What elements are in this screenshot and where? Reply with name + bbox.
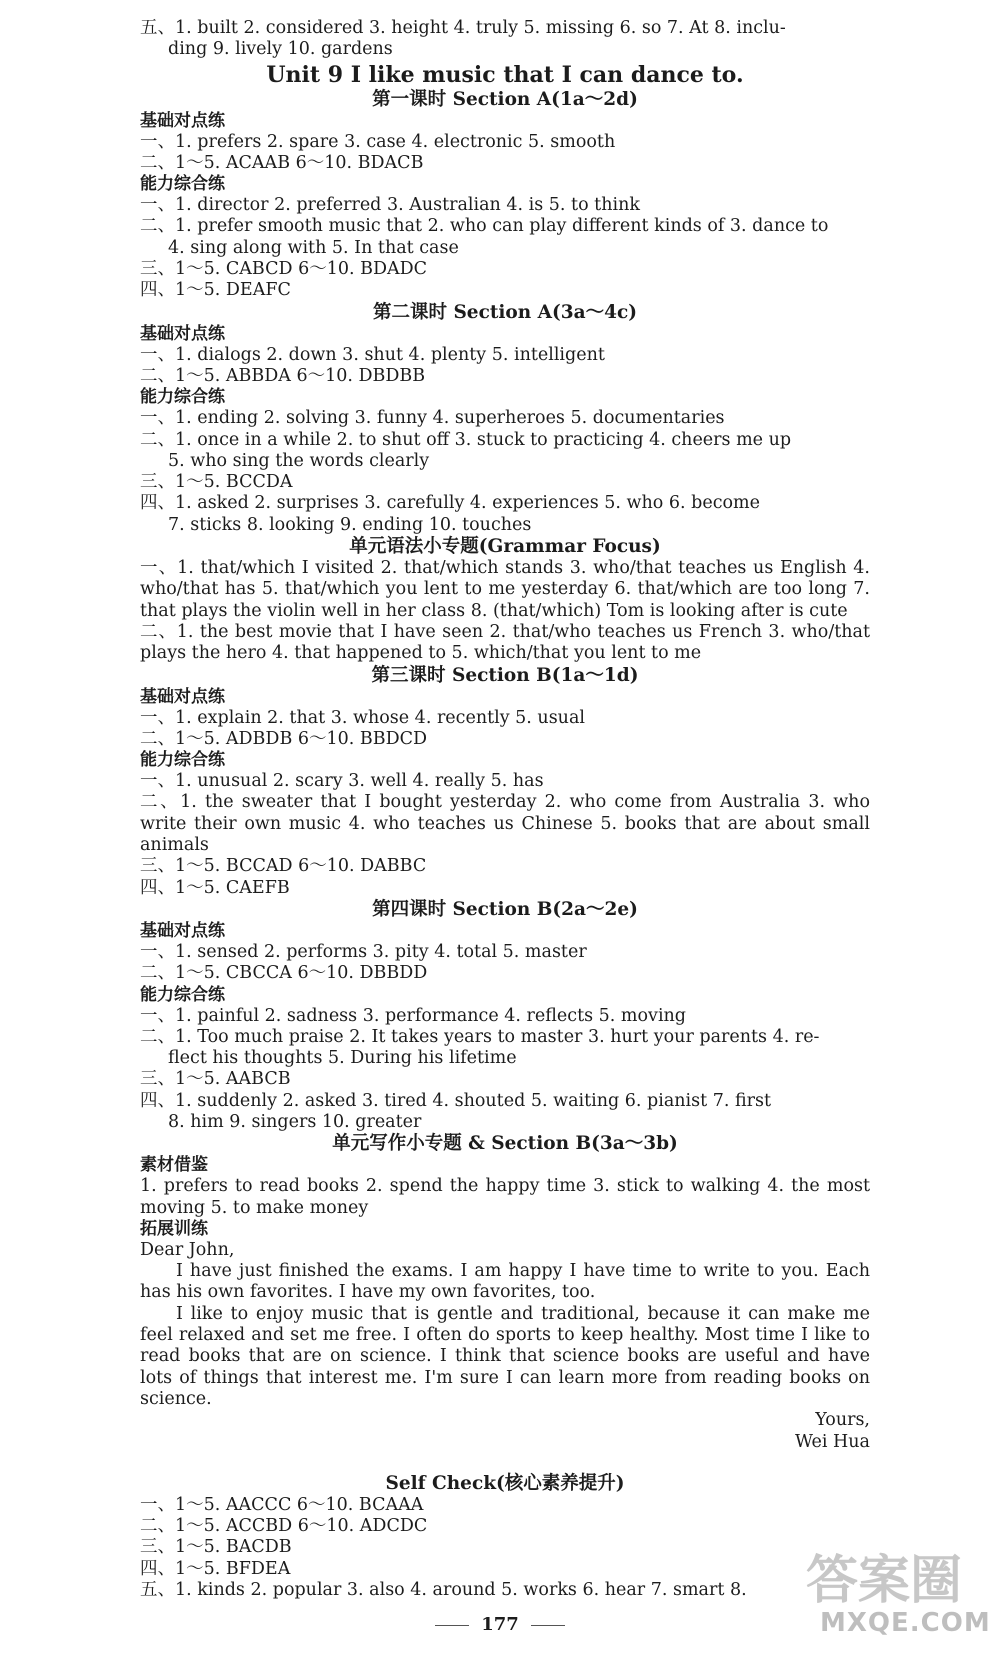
- answer-line: 四、1. suddenly 2. asked 3. tired 4. shouted 5. waiting 6. pianist 7. first: [140, 1090, 772, 1111]
- section-heading: 第四课时 Section B(2a～2e): [372, 898, 638, 920]
- answer-line: 一、1. painful 2. sadness 3. performance 4. reflects 5. moving: [140, 1005, 687, 1026]
- answer-line: 二、1～5. ACCBD 6～10. ADCDC: [140, 1516, 428, 1537]
- exercise-label: 拓展训练: [140, 1218, 208, 1239]
- answer-line: 二、1. prefer smooth music that 2. who can play different kinds of 3. dance to: [140, 216, 829, 237]
- section-heading: 第三课时 Section B(1a～1d): [371, 664, 639, 686]
- answer-line: 四、1. asked 2. surprises 3. carefully 4. experiences 5. who 6. become: [140, 493, 760, 514]
- exercise-label: 基础对点练: [140, 686, 225, 707]
- exercise-label: 能力综合练: [140, 174, 225, 195]
- answer-line: 二、1. the best movie that I have seen 2. that/who teaches us French 3. who/that plays the hero 4. that happened to 5. which/that you lent to me: [140, 621, 870, 664]
- answer-line: 二、1. Too much praise 2. It takes years to master 3. hurt your parents 4. re-: [140, 1026, 820, 1047]
- answer-content: [140, 18, 870, 1601]
- page-number-dash-left: [435, 1625, 469, 1626]
- answer-line: 四、1～5. CAEFB: [140, 877, 290, 898]
- answer-line: 8. him 9. singers 10. greater: [168, 1111, 422, 1132]
- answer-line: 三、1～5. CABCD 6～10. BDADC: [140, 259, 428, 280]
- letter-paragraph: I like to enjoy music that is gentle and traditional, because it can make me feel relaxed and set me free. I often do sports to keep healthy. Most time I like to read books that are on science. I think that science books are useful and have lots of things that interest me. I'm sure I can learn more from reading books on science.: [140, 1303, 870, 1409]
- watermark-logo: 答案圈: [806, 1551, 963, 1611]
- answer-line: 一、1～5. AACCC 6～10. BCAAA: [140, 1494, 424, 1515]
- answer-line: 一、1. ending 2. solving 3. funny 4. superheroes 5. documentaries: [140, 408, 725, 429]
- answer-line: 三、1～5. BCCDA: [140, 472, 293, 493]
- watermark-url: MXQE.COM: [820, 1608, 991, 1638]
- letter-signoff: Yours,: [815, 1410, 870, 1431]
- answer-line: 二、1～5. ABBDA 6～10. DBDBB: [140, 365, 426, 386]
- exercise-label: 能力综合练: [140, 750, 225, 771]
- answer-line: 4. sing along with 5. In that case: [168, 237, 459, 258]
- answer-line: 一、1. prefers 2. spare 3. case 4. electronic 5. smooth: [140, 131, 616, 152]
- answer-line: Dear John,: [140, 1239, 235, 1260]
- answer-line: 1. prefers to read books 2. spend the happy time 3. stick to walking 4. the most moving 5. to make money: [140, 1176, 870, 1218]
- exercise-label: 能力综合练: [140, 984, 225, 1005]
- answer-line: 四、1～5. DEAFC: [140, 280, 291, 301]
- answer-line: 7. sticks 8. looking 9. ending 10. touches: [168, 514, 532, 535]
- section-heading: 第二课时 Section A(3a～4c): [373, 301, 637, 323]
- answer-line: 二、1. the sweater that I bought yesterday 2. who come from Australia 3. who write their own music 4. who teaches us Chinese 5. books that are about small animals: [140, 792, 870, 856]
- answer-line: 五、1. kinds 2. popular 3. also 4. around 5. works 6. hear 7. smart 8.: [140, 1580, 747, 1601]
- answer-line: 五、1. built 2. considered 3. height 4. truly 5. missing 6. so 7. At 8. inclu-: [140, 18, 786, 38]
- spacer: [140, 1453, 870, 1473]
- answer-line: 一、1. dialogs 2. down 3. shut 4. plenty 5. intelligent: [140, 344, 605, 365]
- section-heading: 单元语法小专题(Grammar Focus): [349, 536, 661, 558]
- section-heading: 第一课时 Section A(1a～2d): [372, 88, 638, 110]
- unit-title: Unit 9 I like music that I can dance to.: [266, 61, 744, 88]
- answer-line: 三、1～5. BACDB: [140, 1537, 292, 1558]
- section-heading: 单元写作小专题 & Section B(3a～3b): [332, 1133, 678, 1155]
- answer-line: flect his thoughts 5. During his lifetime: [168, 1048, 517, 1069]
- exercise-label: 基础对点练: [140, 323, 225, 344]
- answer-line: 二、1～5. CBCCA 6～10. DBBDD: [140, 963, 428, 984]
- exercise-label: 基础对点练: [140, 920, 225, 941]
- page-number-text: 177: [481, 1614, 519, 1635]
- answer-line: 二、1～5. ACAAB 6～10. BDACB: [140, 152, 424, 173]
- answer-line: 二、1～5. ADBDB 6～10. BBDCD: [140, 728, 428, 749]
- answer-line: 三、1～5. BCCAD 6～10. DABBC: [140, 856, 427, 877]
- answer-line: 一、1. sensed 2. performs 3. pity 4. total 5. master: [140, 941, 587, 962]
- answer-line: 四、1～5. BFDEA: [140, 1558, 291, 1579]
- answer-line: ding 9. lively 10. gardens: [168, 39, 393, 60]
- letter-paragraph: I have just finished the exams. I am happy I have time to write to you. Each has his own favorites. I have my own favorites, too.: [140, 1261, 870, 1303]
- answer-line: 一、1. that/which I visited 2. that/which stands 3. who/that teaches us English 4. who/that has 5. that/which you lent to me yesterday 6. that/which are too long 7. that plays the violin well in her class 8. (that/which) Tom is looking after is cute: [140, 558, 870, 621]
- section-heading: Self Check(核心素养提升): [385, 1472, 625, 1494]
- answer-line: 一、1. explain 2. that 3. whose 4. recently 5. usual: [140, 707, 585, 728]
- watermark: [802, 1538, 992, 1648]
- exercise-label: 基础对点练: [140, 110, 225, 131]
- page-number-dash-right: [531, 1625, 565, 1626]
- exercise-label: 能力综合练: [140, 387, 225, 408]
- answer-line: 三、1～5. AABCB: [140, 1069, 291, 1090]
- answer-line: 一、1. director 2. preferred 3. Australian 4. is 5. to think: [140, 195, 640, 216]
- letter-signoff: Wei Hua: [794, 1431, 870, 1452]
- answer-line: 5. who sing the words clearly: [168, 450, 430, 471]
- exercise-label: 素材借鉴: [140, 1155, 208, 1176]
- answer-line: 一、1. unusual 2. scary 3. well 4. really 5. has: [140, 771, 544, 792]
- answer-line: 二、1. once in a while 2. to shut off 3. stuck to practicing 4. cheers me up: [140, 429, 792, 450]
